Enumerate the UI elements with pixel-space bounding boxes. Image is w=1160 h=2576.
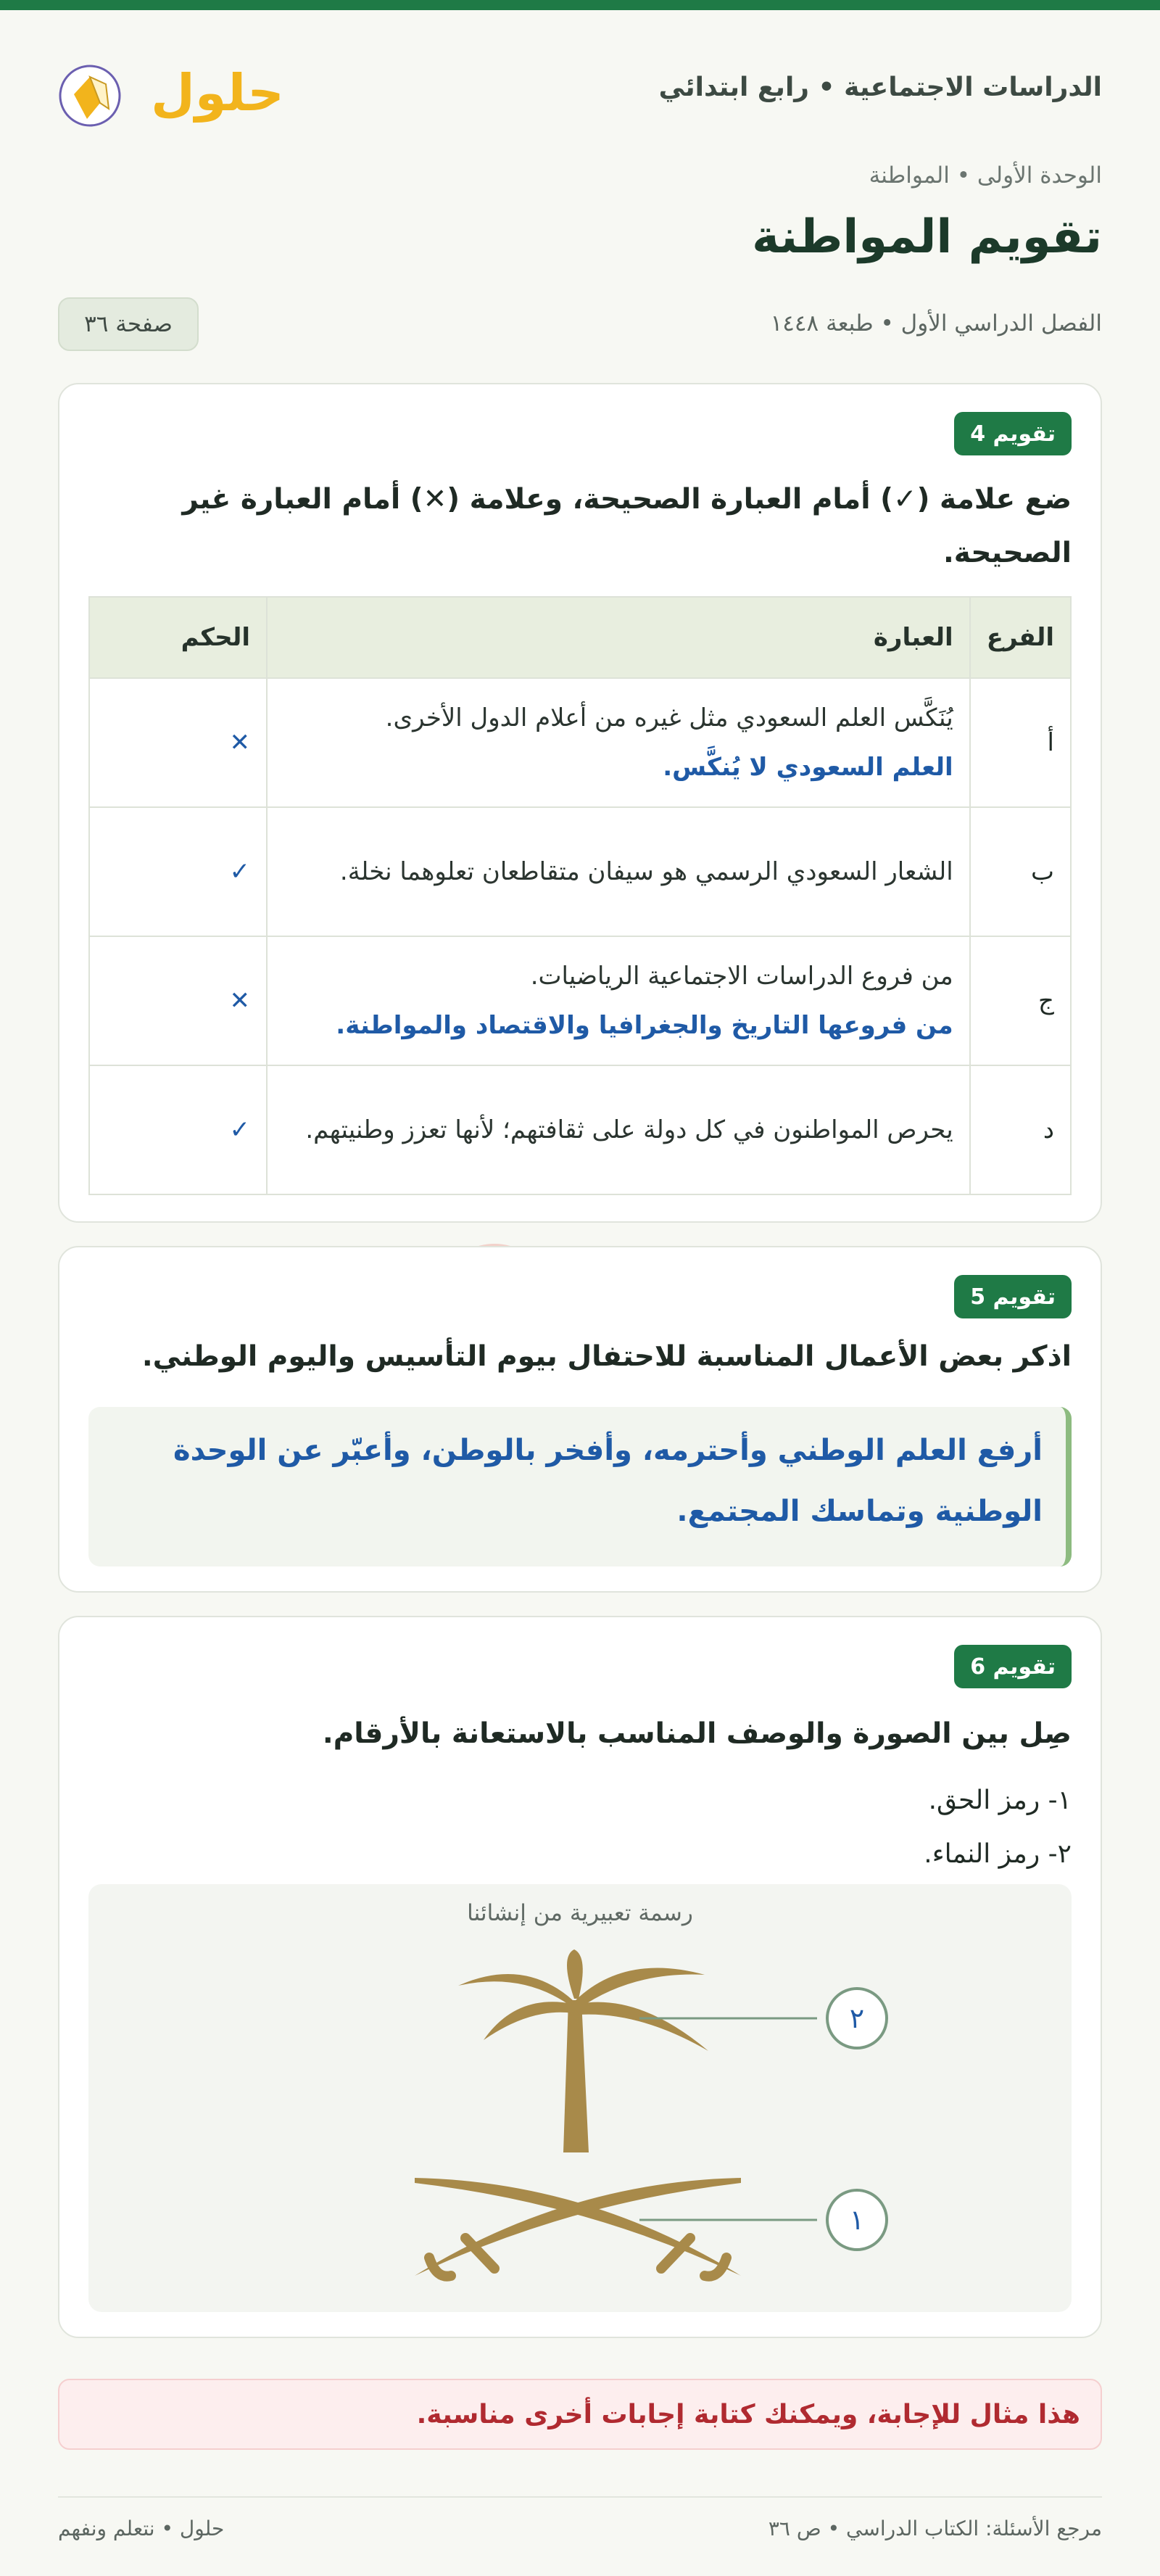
- top-accent-strip: [0, 0, 1160, 10]
- row-statement-cell: [267, 807, 970, 936]
- header-verdict: الحكم: [89, 597, 267, 678]
- table-row: [89, 936, 1071, 1065]
- footer-reference: مرجع الأسئلة: الكتاب الدراسي • ص ٣٦: [768, 2517, 1102, 2540]
- header: [58, 52, 1102, 132]
- row-correction: من فروعها التاريخ والجغرافيا والاقتصاد والمواطنة.: [336, 1011, 953, 1040]
- row-statement-cell: [267, 1065, 970, 1194]
- question-card-5: [58, 1246, 1102, 1593]
- row-correction: العلم السعودي لا يُنكَّس.: [663, 753, 953, 782]
- row-branch: أ: [970, 678, 1071, 807]
- question-text: صِل بين الصورة والوصف المناسب بالاستعانة بالأرقام.: [322, 1717, 1072, 1750]
- true-false-table: [88, 596, 1072, 1195]
- verdict-correct-mark: ✓: [89, 807, 267, 936]
- marker-number: ١: [849, 2204, 865, 2236]
- verdict-correct-mark: ✓: [89, 1065, 267, 1194]
- footer-brand[interactable]: حلول • نتعلم ونفهم: [58, 2517, 225, 2540]
- table-row: [89, 807, 1071, 936]
- edition-meta: الفصل الدراسي الأول • طبعة ١٤٤٨: [770, 310, 1102, 337]
- emblem-drawing: [88, 1884, 1072, 2312]
- emblem-illustration: [88, 1884, 1072, 2312]
- row-statement: يحرص المواطنون في كل دولة على ثقافتهم؛ لأنها تعزز وطنيتهم.: [305, 1115, 953, 1144]
- site-logo[interactable]: [58, 52, 284, 132]
- question-card-4: [58, 383, 1102, 1223]
- table-row: [89, 678, 1071, 807]
- question-badge: تقويم 6: [954, 1645, 1072, 1688]
- crossed-swords-icon: [415, 2178, 741, 2276]
- row-statement: يُنَكَّس العلم السعودي مثل غيره من أعلام الدول الأخرى.: [385, 703, 953, 732]
- header-branch: الفرع: [970, 597, 1071, 678]
- row-branch: ج: [970, 936, 1071, 1065]
- row-statement-cell: [267, 678, 970, 807]
- logo-text: حلول: [151, 63, 284, 123]
- breadcrumb: الوحدة الأولى • المواطنة: [869, 162, 1102, 189]
- table-row: [89, 1065, 1071, 1194]
- question-text: ضع علامة (✓) أمام العبارة الصحيحة، وعلامة (✕) أمام العبارة غير الصحيحة.: [182, 483, 1072, 569]
- illustration-caption: رسمة تعبيرية من إنشائنا: [467, 1900, 693, 1926]
- verdict-wrong-mark: ✕: [89, 936, 267, 1065]
- question-badge: تقويم 5: [954, 1275, 1072, 1318]
- verdict-wrong-mark: ✕: [89, 678, 267, 807]
- footer-divider: [58, 2496, 1102, 2498]
- subject-title: الدراسات الاجتماعية • رابع ابتدائي: [658, 73, 1102, 102]
- table-header-row: [89, 597, 1071, 678]
- page-number-badge: صفحة ٣٦: [58, 297, 199, 351]
- answer-box: أرفع العلم الوطني وأحترمه، وأفخر بالوطن، وأعبّر عن الوحدة الوطنية وتماسك المجتمع.: [88, 1407, 1072, 1566]
- answer-note: هذا مثال للإجابة، ويمكنك كتابة إجابات أخرى مناسبة.: [58, 2379, 1102, 2450]
- book-logo-icon: [60, 66, 120, 125]
- row-statement: من فروع الدراسات الاجتماعية الرياضيات.: [530, 962, 953, 991]
- question-card-6: [58, 1616, 1102, 2338]
- header-statement: العبارة: [267, 597, 970, 678]
- row-statement: الشعار السعودي الرسمي هو سيفان متقاطعان تعلوهما نخلة.: [339, 857, 953, 886]
- row-branch: د: [970, 1065, 1071, 1194]
- matching-item: ٢- رمز النماء.: [924, 1839, 1072, 1869]
- palm-tree-icon: [458, 1949, 708, 2152]
- marker-number: ٢: [849, 2002, 865, 2034]
- row-branch: ب: [970, 807, 1071, 936]
- page-title: تقويم المواطنة: [752, 210, 1102, 264]
- question-badge: تقويم 4: [954, 412, 1072, 455]
- row-statement-cell: [267, 936, 970, 1065]
- matching-item: ١- رمز الحق.: [928, 1786, 1072, 1815]
- question-text: اذكر بعض الأعمال المناسبة للاحتفال بيوم التأسيس واليوم الوطني.: [141, 1340, 1072, 1373]
